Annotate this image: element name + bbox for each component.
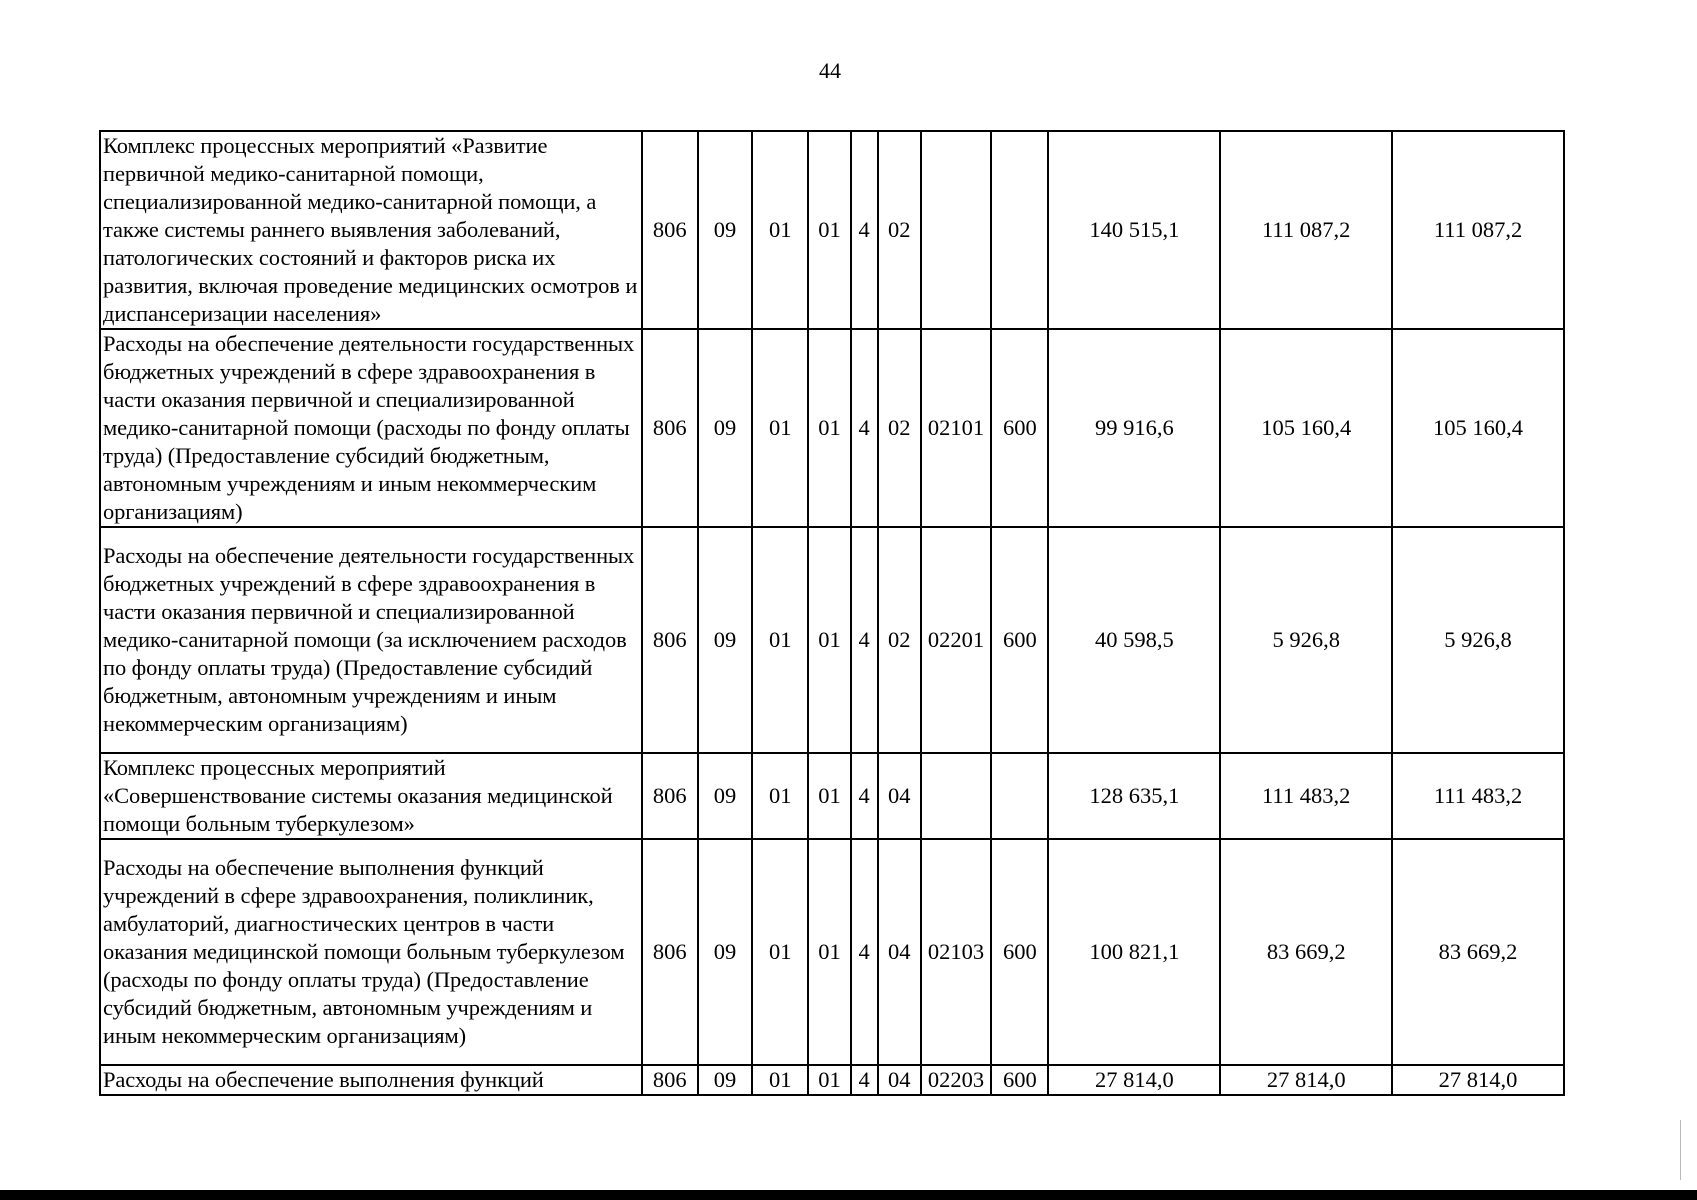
cell-subsection-code: 01 xyxy=(752,131,808,329)
row-description: Расходы на обеспечение выполнения функций учреждений в сфере здравоохранения, поликлиник, амбулаторий, диагностических центров в части оказания медицинской помощи больным туберкулезом (расходы по фонду оплаты труда) (Предоставление субсидий бюджетным, автономным учреждениям и иным некоммерческим организациям) xyxy=(100,839,642,1065)
cell-subsection-code: 01 xyxy=(752,839,808,1065)
cell-sum-year-2: 27 814,0 xyxy=(1220,1065,1392,1095)
cell-sum-year-2: 105 160,4 xyxy=(1220,329,1392,527)
cell-type-code: 4 xyxy=(851,1065,878,1095)
cell-sum-year-3: 105 160,4 xyxy=(1392,329,1564,527)
cell-direction-code: 02203 xyxy=(921,1065,991,1095)
cell-expense-type-code xyxy=(991,131,1048,329)
budget-table-body xyxy=(100,131,1564,1095)
cell-complex-code: 02 xyxy=(878,131,921,329)
cell-department-code: 806 xyxy=(642,839,698,1065)
cell-direction-code: 02103 xyxy=(921,839,991,1065)
cell-direction-code xyxy=(921,131,991,329)
table-row xyxy=(100,131,1564,329)
cell-department-code: 806 xyxy=(642,753,698,839)
cell-subsection-code: 01 xyxy=(752,753,808,839)
cell-complex-code: 02 xyxy=(878,329,921,527)
table-row xyxy=(100,329,1564,527)
cell-subsection-code: 01 xyxy=(752,527,808,753)
cell-program-code: 01 xyxy=(808,329,850,527)
cell-expense-type-code xyxy=(991,753,1048,839)
cell-complex-code: 04 xyxy=(878,1065,921,1095)
row-description: Расходы на обеспечение выполнения функций xyxy=(100,1065,642,1095)
row-description: Комплекс процессных мероприятий «Совершенствование системы оказания медицинской помощи больным туберкулезом» xyxy=(100,753,642,839)
cell-sum-year-3: 27 814,0 xyxy=(1392,1065,1564,1095)
cell-section-code: 09 xyxy=(698,527,752,753)
cell-sum-year-1: 140 515,1 xyxy=(1048,131,1220,329)
cell-sum-year-3: 83 669,2 xyxy=(1392,839,1564,1065)
cell-expense-type-code: 600 xyxy=(991,527,1048,753)
cell-type-code: 4 xyxy=(851,839,878,1065)
cell-sum-year-2: 5 926,8 xyxy=(1220,527,1392,753)
cell-direction-code: 02201 xyxy=(921,527,991,753)
cell-sum-year-1: 128 635,1 xyxy=(1048,753,1220,839)
cell-expense-type-code: 600 xyxy=(991,1065,1048,1095)
row-description: Расходы на обеспечение деятельности государственных бюджетных учреждений в сфере здравоохранения в части оказания первичной и специализированной медико-санитарной помощи (за исключением расходов по фонду оплаты труда) (Предоставление субсидий бюджетным, автономным учреждениям и иным некоммерческим организациям) xyxy=(100,527,642,753)
cell-type-code: 4 xyxy=(851,329,878,527)
cell-sum-year-3: 111 483,2 xyxy=(1392,753,1564,839)
cell-program-code: 01 xyxy=(808,131,850,329)
cell-sum-year-1: 99 916,6 xyxy=(1048,329,1220,527)
cell-section-code: 09 xyxy=(698,131,752,329)
cell-program-code: 01 xyxy=(808,1065,850,1095)
cell-subsection-code: 01 xyxy=(752,1065,808,1095)
cell-department-code: 806 xyxy=(642,131,698,329)
cell-sum-year-3: 111 087,2 xyxy=(1392,131,1564,329)
table-row xyxy=(100,1065,1564,1095)
cell-direction-code: 02101 xyxy=(921,329,991,527)
cell-section-code: 09 xyxy=(698,753,752,839)
cell-sum-year-2: 111 483,2 xyxy=(1220,753,1392,839)
budget-table xyxy=(99,130,1565,1096)
cell-department-code: 806 xyxy=(642,1065,698,1095)
cell-type-code: 4 xyxy=(851,131,878,329)
page-number: 44 xyxy=(819,58,841,83)
cell-direction-code xyxy=(921,753,991,839)
cell-sum-year-1: 27 814,0 xyxy=(1048,1065,1220,1095)
cell-subsection-code: 01 xyxy=(752,329,808,527)
cell-type-code: 4 xyxy=(851,753,878,839)
cell-section-code: 09 xyxy=(698,1065,752,1095)
scan-bottom-edge xyxy=(0,1190,1697,1200)
row-description: Комплекс процессных мероприятий «Развитие первичной медико-санитарной помощи, специализированной медико-санитарной помощи, а также системы раннего выявления заболеваний, патологических состояний и факторов риска их развития, включая проведение медицинских осмотров и диспансеризации населения» xyxy=(100,131,642,329)
cell-program-code: 01 xyxy=(808,753,850,839)
table-row xyxy=(100,527,1564,753)
table-row xyxy=(100,753,1564,839)
cell-sum-year-1: 40 598,5 xyxy=(1048,527,1220,753)
cell-section-code: 09 xyxy=(698,329,752,527)
table-row xyxy=(100,839,1564,1065)
cell-sum-year-1: 100 821,1 xyxy=(1048,839,1220,1065)
cell-complex-code: 04 xyxy=(878,753,921,839)
cell-department-code: 806 xyxy=(642,329,698,527)
cell-expense-type-code: 600 xyxy=(991,329,1048,527)
cell-section-code: 09 xyxy=(698,839,752,1065)
cell-complex-code: 04 xyxy=(878,839,921,1065)
cell-sum-year-3: 5 926,8 xyxy=(1392,527,1564,753)
cell-sum-year-2: 111 087,2 xyxy=(1220,131,1392,329)
cell-type-code: 4 xyxy=(851,527,878,753)
cell-sum-year-2: 83 669,2 xyxy=(1220,839,1392,1065)
scan-artifact-line xyxy=(1680,1120,1681,1180)
cell-department-code: 806 xyxy=(642,527,698,753)
cell-complex-code: 02 xyxy=(878,527,921,753)
cell-expense-type-code: 600 xyxy=(991,839,1048,1065)
row-description: Расходы на обеспечение деятельности государственных бюджетных учреждений в сфере здравоохранения в части оказания первичной и специализированной медико-санитарной помощи (расходы по фонду оплаты труда) (Предоставление субсидий бюджетным, автономным учреждениям и иным некоммерческим организациям) xyxy=(100,329,642,527)
cell-program-code: 01 xyxy=(808,527,850,753)
cell-program-code: 01 xyxy=(808,839,850,1065)
